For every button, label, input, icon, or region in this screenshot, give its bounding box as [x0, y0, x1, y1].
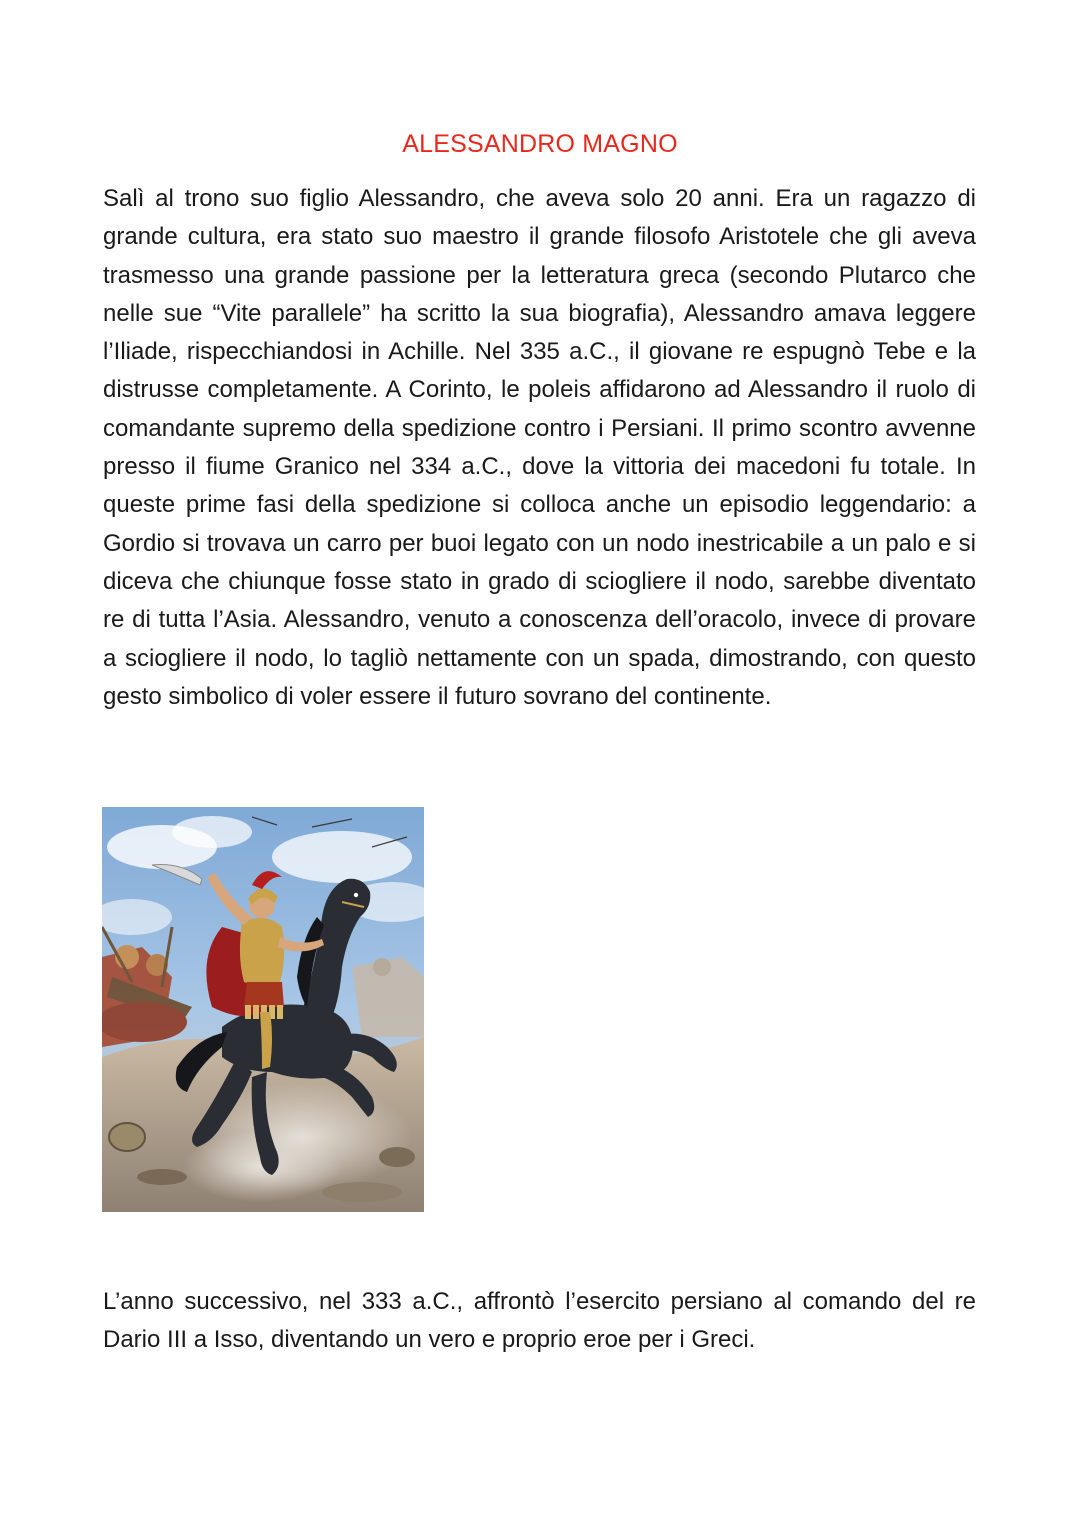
body-paragraph-1: Salì al trono suo figlio Alessandro, che aveva solo 20 anni. Era un ragazzo di grande cultura, era stato suo maestro il grande filosofo Aristotele che gli aveva trasmesso una grande passione per la letteratura greca (secondo Plutarco che nelle sue “Vite parallele” ha scritto la sua biografia), Alessandro amava leggere l’Iliade, rispecchiandosi in Achille. Nel 335 a.C., il giovane re espugnò Tebe e la distrusse completamente. A Corinto, le poleis affidarono ad Alessandro il ruolo di comandante supremo della spedizione contro i Persiani. Il primo scontro avvenne presso il fiume Granico nel 334 a.C., dove la vittoria dei macedoni fu totale. In queste prime fasi della spedizione si colloca anche un episodio leggendario: a Gordio si trovava un carro per buoi legato con un nodo inestricabile a un palo e si diceva che chiunque fosse stato in grado di sciogliere il nodo, sarebbe diventato re di tutta l’Asia. Alessandro, venuto a conoscenza dell’oracolo, invece di provare a sciogliere il nodo, lo tagliò nettamente con un spada, dimostrando, con questo gesto simbolico di voler essere il futuro sovrano del continente.: [103, 185, 976, 710]
body-paragraph-2: L’anno successivo, nel 333 a.C., affrontò l’esercito persiano al comando del re Dario III a Isso, diventando un vero e proprio eroe per i Greci.: [103, 1288, 976, 1354]
page-title: ALESSANDRO MAGNO: [402, 130, 678, 158]
alexander-battle-illustration: [102, 807, 424, 1212]
